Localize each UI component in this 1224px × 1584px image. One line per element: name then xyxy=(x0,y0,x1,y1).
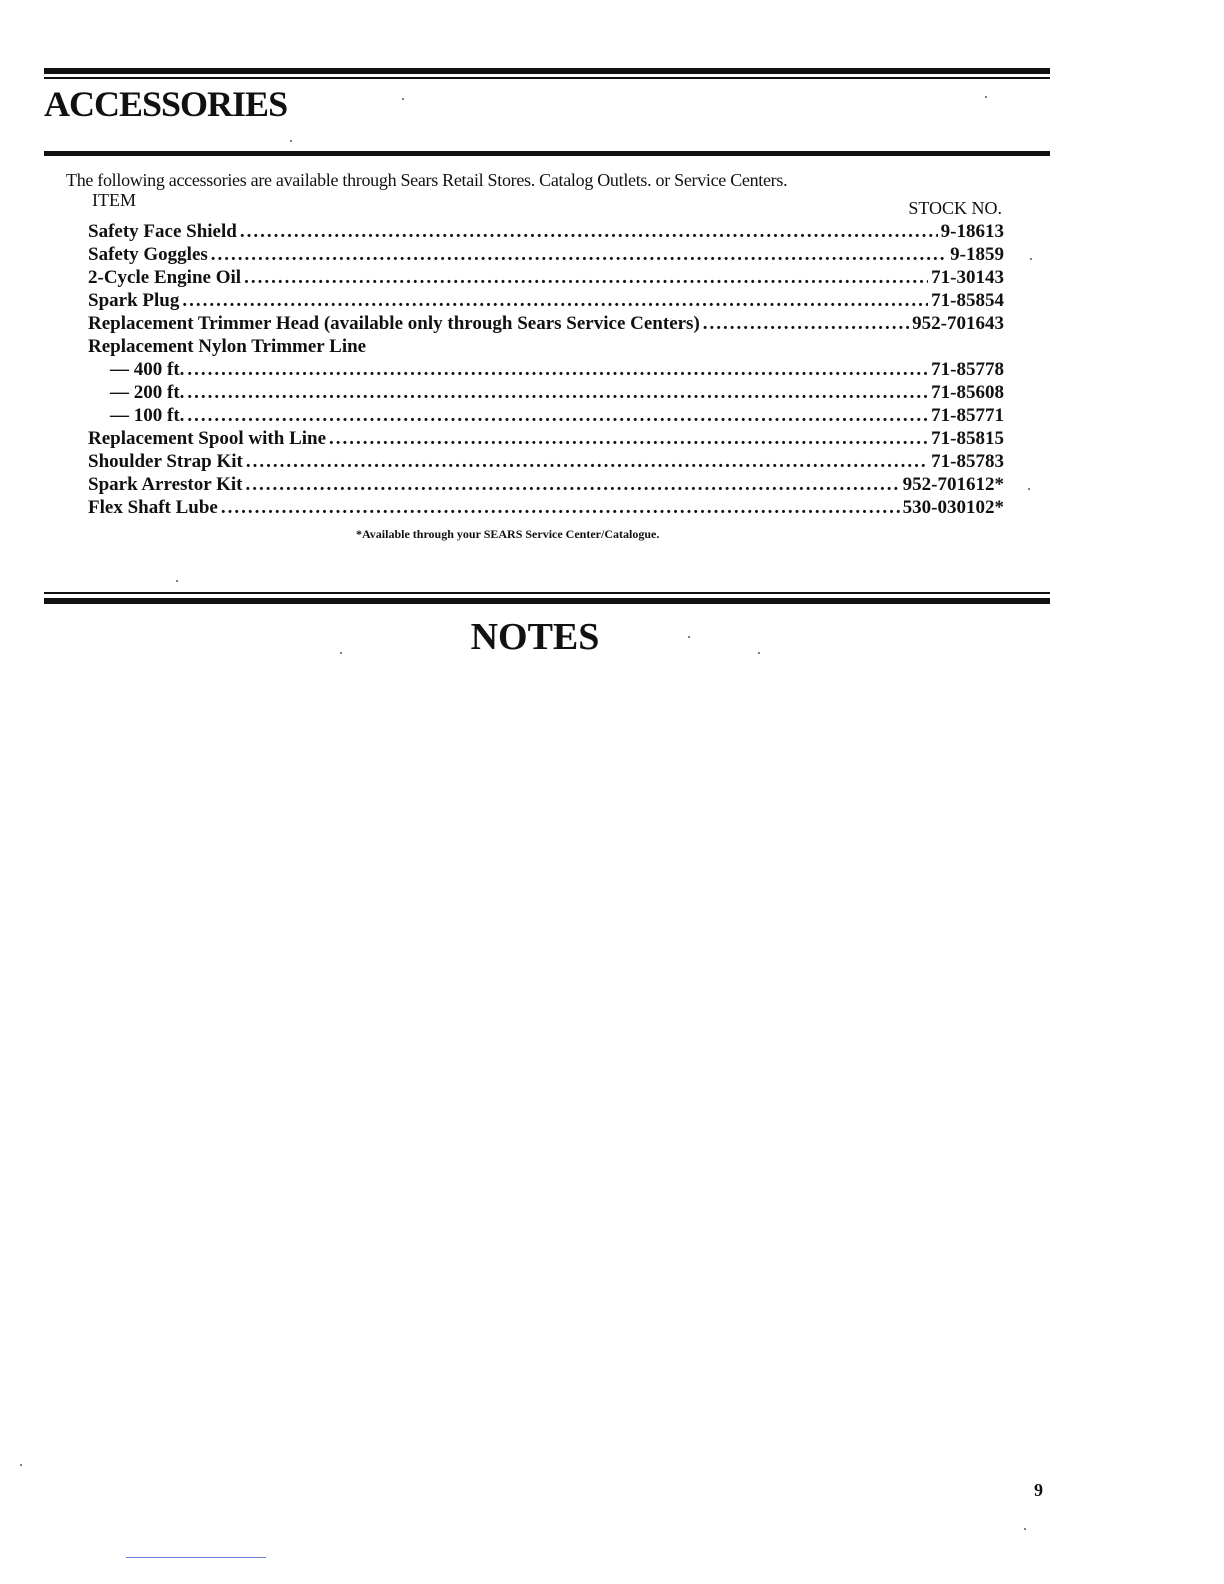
scan-speck xyxy=(1030,258,1032,260)
column-header-item: ITEM xyxy=(92,190,136,210)
item-label: — 100 ft. xyxy=(110,405,185,426)
page-number: 9 xyxy=(1034,1480,1043,1500)
accessories-intro: The following accessories are available through Sears Retail Stores. Catalog Outlets. or Service Centers. xyxy=(66,170,788,190)
notes-rule-thick xyxy=(44,598,1050,604)
list-item xyxy=(88,450,1004,473)
item-stock-no: 9-1859 xyxy=(950,244,1004,265)
list-item xyxy=(88,381,1004,404)
item-label: Shoulder Strap Kit xyxy=(88,451,243,472)
scan-speck xyxy=(985,96,987,98)
item-stock-no: 71-85854 xyxy=(931,290,1004,311)
item-label: Spark Arrestor Kit xyxy=(88,474,243,495)
item-stock-no: 9-18613 xyxy=(940,221,1004,242)
list-item xyxy=(88,312,1004,335)
item-label: Spark Plug xyxy=(88,290,180,311)
dot-leader xyxy=(329,427,928,450)
dot-leader xyxy=(187,404,928,427)
notes-title: NOTES xyxy=(470,616,600,658)
dot-leader xyxy=(244,266,928,289)
dot-leader xyxy=(246,450,928,473)
list-item-group-heading xyxy=(88,335,1004,358)
item-label: Safety Face Shield xyxy=(88,221,237,242)
list-item xyxy=(88,473,1004,496)
item-stock-no: 71-85783 xyxy=(931,451,1004,472)
dot-leader xyxy=(187,381,928,404)
item-label: Safety Goggles xyxy=(88,244,208,265)
scan-speck xyxy=(176,580,178,582)
dot-leader xyxy=(221,496,900,519)
dot-leader xyxy=(211,243,947,266)
item-label: 2-Cycle Engine Oil xyxy=(88,267,242,288)
scan-speck xyxy=(1024,1528,1026,1530)
list-item xyxy=(88,496,1004,519)
item-stock-no: 71-85771 xyxy=(931,405,1004,426)
list-item xyxy=(88,243,1004,266)
item-label: — 200 ft. xyxy=(110,382,185,403)
scan-speck xyxy=(758,652,760,654)
item-label: — 400 ft. xyxy=(110,359,185,380)
list-item xyxy=(88,427,1004,450)
notes-rule-thin xyxy=(44,592,1050,594)
top-rule-thin xyxy=(44,77,1050,79)
item-stock-no: 71-85608 xyxy=(931,382,1004,403)
accessories-title: ACCESSORIES xyxy=(44,84,288,124)
item-label: Replacement Nylon Trimmer Line xyxy=(88,336,367,357)
scan-speck xyxy=(688,636,690,638)
list-item xyxy=(88,358,1004,381)
dot-leader xyxy=(245,473,899,496)
item-stock-no: 71-85815 xyxy=(931,428,1004,449)
dot-leader xyxy=(187,358,928,381)
item-stock-no: 71-85778 xyxy=(931,359,1004,380)
scan-speck xyxy=(402,98,404,100)
scan-speck xyxy=(340,652,342,654)
item-label: Replacement Trimmer Head (available only through Sears Service Centers) xyxy=(88,313,700,334)
scan-speck xyxy=(20,1464,22,1466)
scan-speck xyxy=(1028,488,1030,490)
item-stock-no: 71-30143 xyxy=(931,267,1004,288)
accessories-list xyxy=(88,220,1004,519)
scan-artifact-line xyxy=(126,1557,266,1558)
item-stock-no: 952-701643 xyxy=(912,313,1004,334)
item-stock-no: 952-701612* xyxy=(902,474,1004,495)
dot-leader xyxy=(703,312,909,335)
dot-leader xyxy=(182,289,928,312)
list-item xyxy=(88,404,1004,427)
top-rule-thick xyxy=(44,68,1050,74)
item-stock-no: 530-030102* xyxy=(902,497,1004,518)
item-label: Replacement Spool with Line xyxy=(88,428,327,449)
list-item xyxy=(88,266,1004,289)
list-item xyxy=(88,289,1004,312)
column-header-stock-no: STOCK NO. xyxy=(908,198,1002,218)
accessories-footnote: *Available through your SEARS Service Center/Catalogue. xyxy=(356,527,660,541)
list-item xyxy=(88,220,1004,243)
scan-speck xyxy=(290,140,292,142)
item-label: Flex Shaft Lube xyxy=(88,497,218,518)
dot-leader xyxy=(240,220,938,243)
title-underline-rule xyxy=(44,151,1050,156)
